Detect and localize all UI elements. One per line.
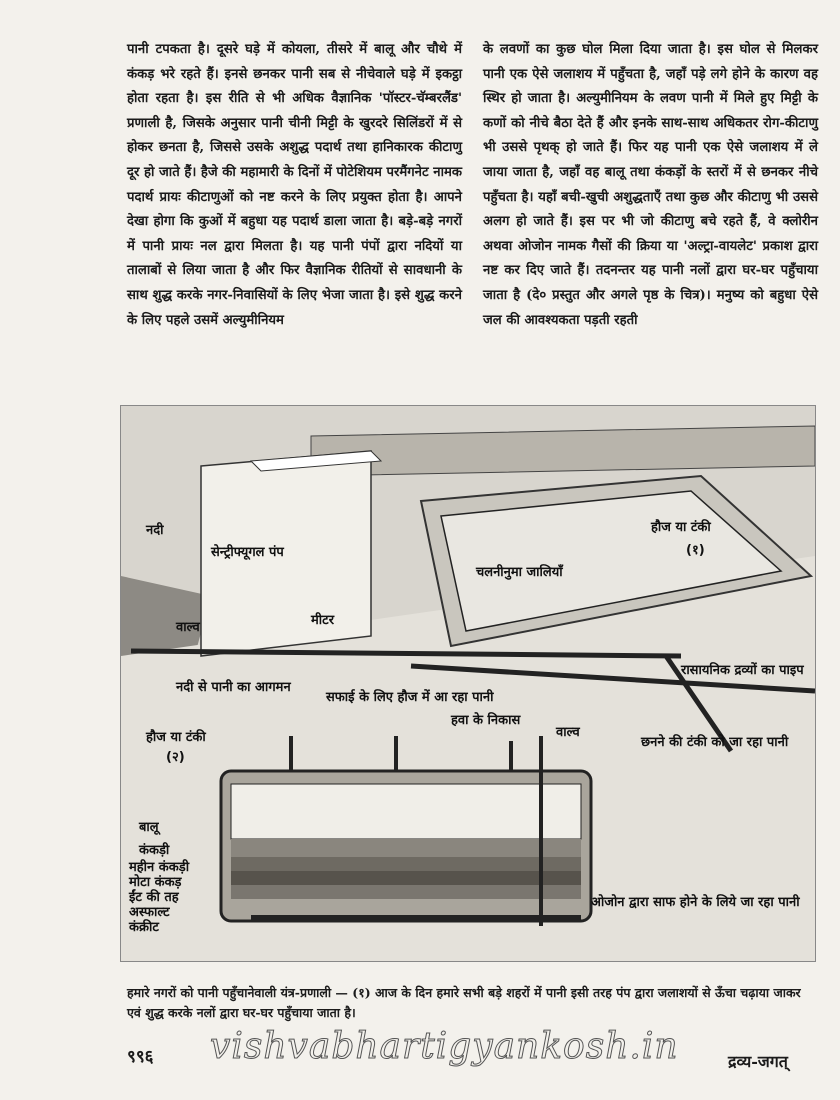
label-concrete: कंक्रीट [129,920,159,935]
label-asphalt: अस्फाल्ट [129,905,170,920]
water-supply-illustration [120,405,816,962]
label-sieve-grids: चलनीनुमा जालियाँ [476,565,563,580]
label-river-inflow: नदी से पानी का आगमन [176,680,291,695]
label-filter-tank: छनने की टंकी को जा रहा पानी [641,735,789,750]
label-river: नदी [146,523,164,538]
label-centrifugal-pump: सेन्ट्रीफ्यूगल पंप [211,545,284,560]
article-left-column: पानी टपकता है। दूसरे घड़े में कोयला, तीसरे में बालू और चौथे में कंकड़ भरे रहते हैं। इनसे छनकर पानी सब से नीचेवाले घड़े में इकट्ठा होता रहता है। इस रीति से भी अधिक वैज्ञानिक 'पॉस्टर-चॅम्बरलैंड' प्रणाली है, जिसके अनुसार पानी चीनी मिट्टी के खुरदरे सिलिंडरों में से होकर छनता है, जिससे उसके अशुद्ध पदार्थ तथा हानिकारक कीटाणु दूर हो जाते हैं। हैजे की महामारी के दिनों में पोटेशियम परमैंगनेट नामक पदार्थ प्रायः कीटाणुओं को नष्ट करने के लिए प्रयुक्त होता है। आपने देखा होगा कि कुओं में बहुधा यह पदार्थ डाला जाता है। बड़े-बड़े नगरों में पानी प्रायः नल द्वारा मिलता है। यह पानी पंपों द्वारा नदियों या तालाबों से लिया जाता है और फिर वैज्ञानिक रीतियों से सावधानी के साथ शुद्ध करके नगर-निवासियों के लिए भेजा जाता है। इसे शुद्ध करने के लिए पहले उसमें अल्युमीनियम [127,42,462,328]
label-gravel: कंकड़ी [139,843,170,858]
page-number: ९९६ [127,1047,154,1067]
label-going-for-cleaning: सफाई के लिए हौज में आ रहा पानी [326,690,494,705]
label-air-vents: हवा के निकास [451,713,521,728]
section-title: द्रव्य-जगत् [728,1052,788,1071]
label-valve-left: वाल्व [176,620,200,635]
article-right-column: के लवणों का कुछ घोल मिला दिया जाता है। इस घोल से मिलकर पानी एक ऐसे जलाशय में पहुँचता है, जहाँ पड़े लगे होने के कारण वह स्थिर हो जाता है। अल्युमीनियम के लवण पानी में मिले हुए मिट्टी के कणों को नीचे बैठा देते हैं और इनके साथ-साथ अधिकतर रोग-कीटाणु भी उससे पृथक् हो जाते हैं। फिर यह पानी एक ऐसे जलाशय में ले जाया जाता है, जहाँ वह बालू तथा कंकड़ों के स्तरों में से छनकर नीचे पहुँचता है। यहाँ बची-खुची अशुद्धताएँ तथा कुछ और कीटाणु भी उससे अलग हो जाते हैं। इस पर भी जो कीटाणु बचे रहते हैं, वे क्लोरीन अथवा ओजोन नामक गैसों की क्रिया या 'अल्ट्रा-वायलेट' प्रकाश द्वारा नष्ट कर दिए जाते हैं। तदनन्तर यह पानी नलों द्वारा घर-घर पहुँचाया जाता है (दे० प्रस्तुत और अगले पृष्ठ के चित्र)। मनुष्य को बहुधा ऐसे जल की आवश्यकता पड़ती रहती [483,42,818,328]
label-tank-1: हौज या टंकी [651,520,711,535]
label-sand: बालू [139,820,159,835]
watermark-text: vishvabhartigyankosh.in [210,1026,679,1067]
label-tank-1-num: (१) [686,543,705,558]
label-thick-gravel: मोटा कंकड़ [129,875,182,890]
label-meter: मीटर [311,613,335,628]
label-fine-gravel: महीन कंकड़ी [129,860,190,875]
label-brick-layer: ईंट की तह [129,890,179,905]
water-system-diagram [121,406,815,961]
label-valve-right: वाल्व [556,725,580,740]
label-tank-2: हौज या टंकी [146,730,206,745]
label-tank-2-num: (२) [166,750,185,765]
label-ozone-water: ओजोन द्वारा साफ होने के लिये जा रहा पानी [591,895,800,910]
figure-caption: हमारे नगरों को पानी पहुँचानेवाली यंत्र-प्रणाली — (१) आज के दिन हमारे सभी बड़े शहरों में पानी इसी तरह पंप द्वारा जलाशयों से ऊँचा चढ़ाया जाकर एवं शुद्ध करके नलों द्वारा घर-घर पहुँचाया जाता है। [127,985,801,1020]
label-chemical-pipe: रासायनिक द्रव्यों का पाइप [681,663,804,678]
